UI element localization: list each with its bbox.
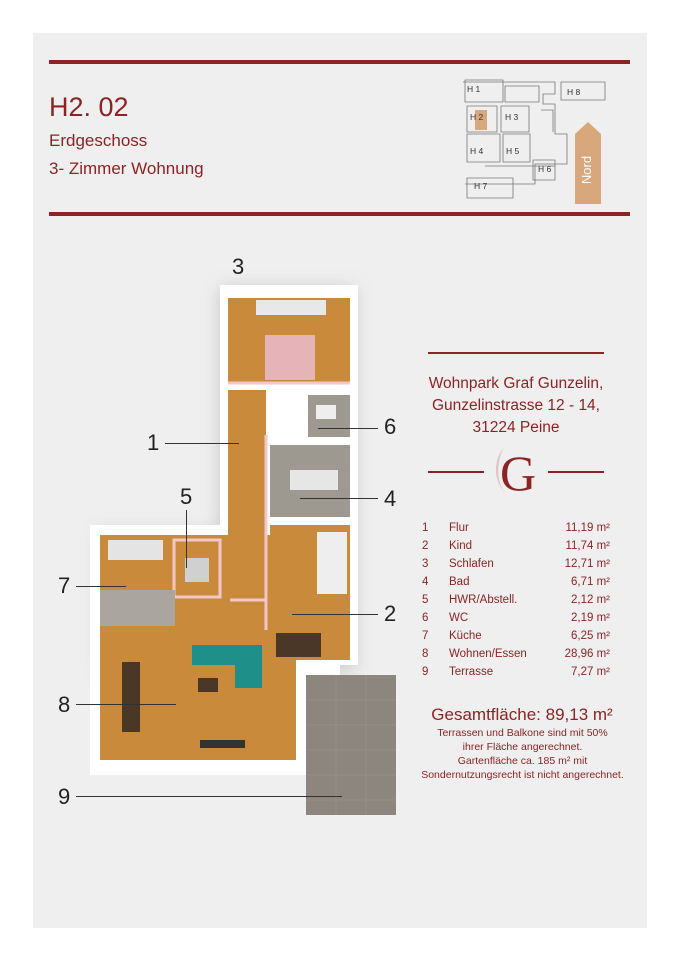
room-row (420, 576, 610, 594)
room-area: 6,71 m² (571, 576, 610, 588)
note-line-4: Sondernutzungsrecht ist nicht angerechnet. (421, 769, 624, 781)
room-name: Kind (449, 540, 473, 552)
site-label-h5: H 5 (506, 146, 520, 156)
room-name: Bad (449, 576, 470, 588)
address-line-3: 31224 Peine (472, 419, 560, 436)
room-row (420, 594, 610, 612)
address-top-rule (428, 352, 604, 354)
site-label-h6: H 6 (538, 164, 552, 174)
room-name: Terrasse (449, 666, 494, 678)
room-name: Flur (449, 522, 469, 534)
plan-label-7: 7 (58, 573, 71, 598)
plan-label-9: 9 (58, 784, 71, 809)
room-area: 11,19 m² (565, 522, 610, 534)
address-line-2: Gunzelinstrasse 12 - 14, (431, 397, 600, 414)
leader-5 (186, 510, 187, 568)
room-num: 7 (422, 630, 429, 642)
room-num: 3 (422, 558, 429, 570)
north-label: Nord (579, 155, 594, 185)
room-row (420, 648, 610, 666)
note-line-2: ihrer Fläche angerechnet. (462, 741, 583, 753)
logo-rule-left (428, 471, 484, 473)
logo-letter: G (500, 445, 537, 501)
plan-label-2: 2 (384, 601, 397, 626)
note-line-3: Gartenfläche ca. 185 m² mit (457, 755, 588, 767)
room-name: Küche (449, 630, 482, 642)
room-num: 6 (422, 612, 429, 624)
unit-title: H2. 02 (49, 92, 129, 122)
room-num: 8 (422, 648, 429, 660)
site-label-h4: H 4 (470, 146, 484, 156)
total-area: Gesamtfläche: 89,13 m² (431, 705, 613, 724)
room-area: 2,19 m² (571, 612, 610, 624)
room-row (420, 540, 610, 558)
room-name: Schlafen (449, 558, 494, 570)
floor-label: Erdgeschoss (49, 131, 148, 150)
plan-label-5: 5 (180, 484, 193, 509)
leader-9 (76, 796, 342, 797)
room-area: 28,96 m² (564, 648, 610, 660)
room-name: WC (449, 612, 469, 624)
room-row (420, 522, 610, 540)
leader-7 (76, 586, 126, 587)
logo-g (486, 440, 546, 500)
site-label-h2: H 2 (470, 112, 484, 122)
address-line-1: Wohnpark Graf Gunzelin, (428, 375, 604, 392)
room-list (420, 522, 610, 684)
apartment-type: 3- Zimmer Wohnung (49, 159, 204, 178)
room-row (420, 558, 610, 576)
room-num: 5 (422, 594, 429, 606)
plan-label-3: 3 (232, 254, 245, 279)
logo-rule-right (548, 471, 604, 473)
room-name: HWR/Abstell. (449, 594, 518, 606)
plan-label-1: 1 (147, 430, 160, 455)
room-row (420, 630, 610, 648)
site-label-h3: H 3 (505, 112, 519, 122)
leader-6 (318, 428, 378, 429)
header-bottom-rule (49, 212, 630, 216)
room-num: 1 (422, 522, 429, 534)
room-num: 2 (422, 540, 429, 552)
terrace (306, 675, 396, 815)
leader-8 (76, 704, 176, 705)
room-num: 9 (422, 666, 429, 678)
plan-label-6: 6 (384, 414, 397, 439)
plan-label-8: 8 (58, 692, 71, 717)
room-num: 4 (422, 576, 429, 588)
leader-2 (292, 614, 378, 615)
room-area: 11,74 m² (565, 540, 610, 552)
room-area: 2,12 m² (571, 594, 610, 606)
note-line-1: Terrassen und Balkone sind mit 50% (437, 727, 608, 739)
room-name: Wohnen/Essen (449, 648, 527, 660)
room-area: 7,27 m² (571, 666, 610, 678)
room-area: 6,25 m² (571, 630, 610, 642)
site-label-h1: H 1 (467, 84, 481, 94)
leader-4 (300, 498, 378, 499)
leader-1 (165, 443, 239, 444)
floor-plan (70, 270, 410, 830)
room-row (420, 612, 610, 630)
room-row (420, 666, 610, 684)
site-label-h7: H 7 (474, 181, 488, 191)
room-area: 12,71 m² (564, 558, 610, 570)
site-label-h8: H 8 (567, 87, 581, 97)
plan-label-4: 4 (384, 486, 397, 511)
top-rule (49, 60, 630, 64)
